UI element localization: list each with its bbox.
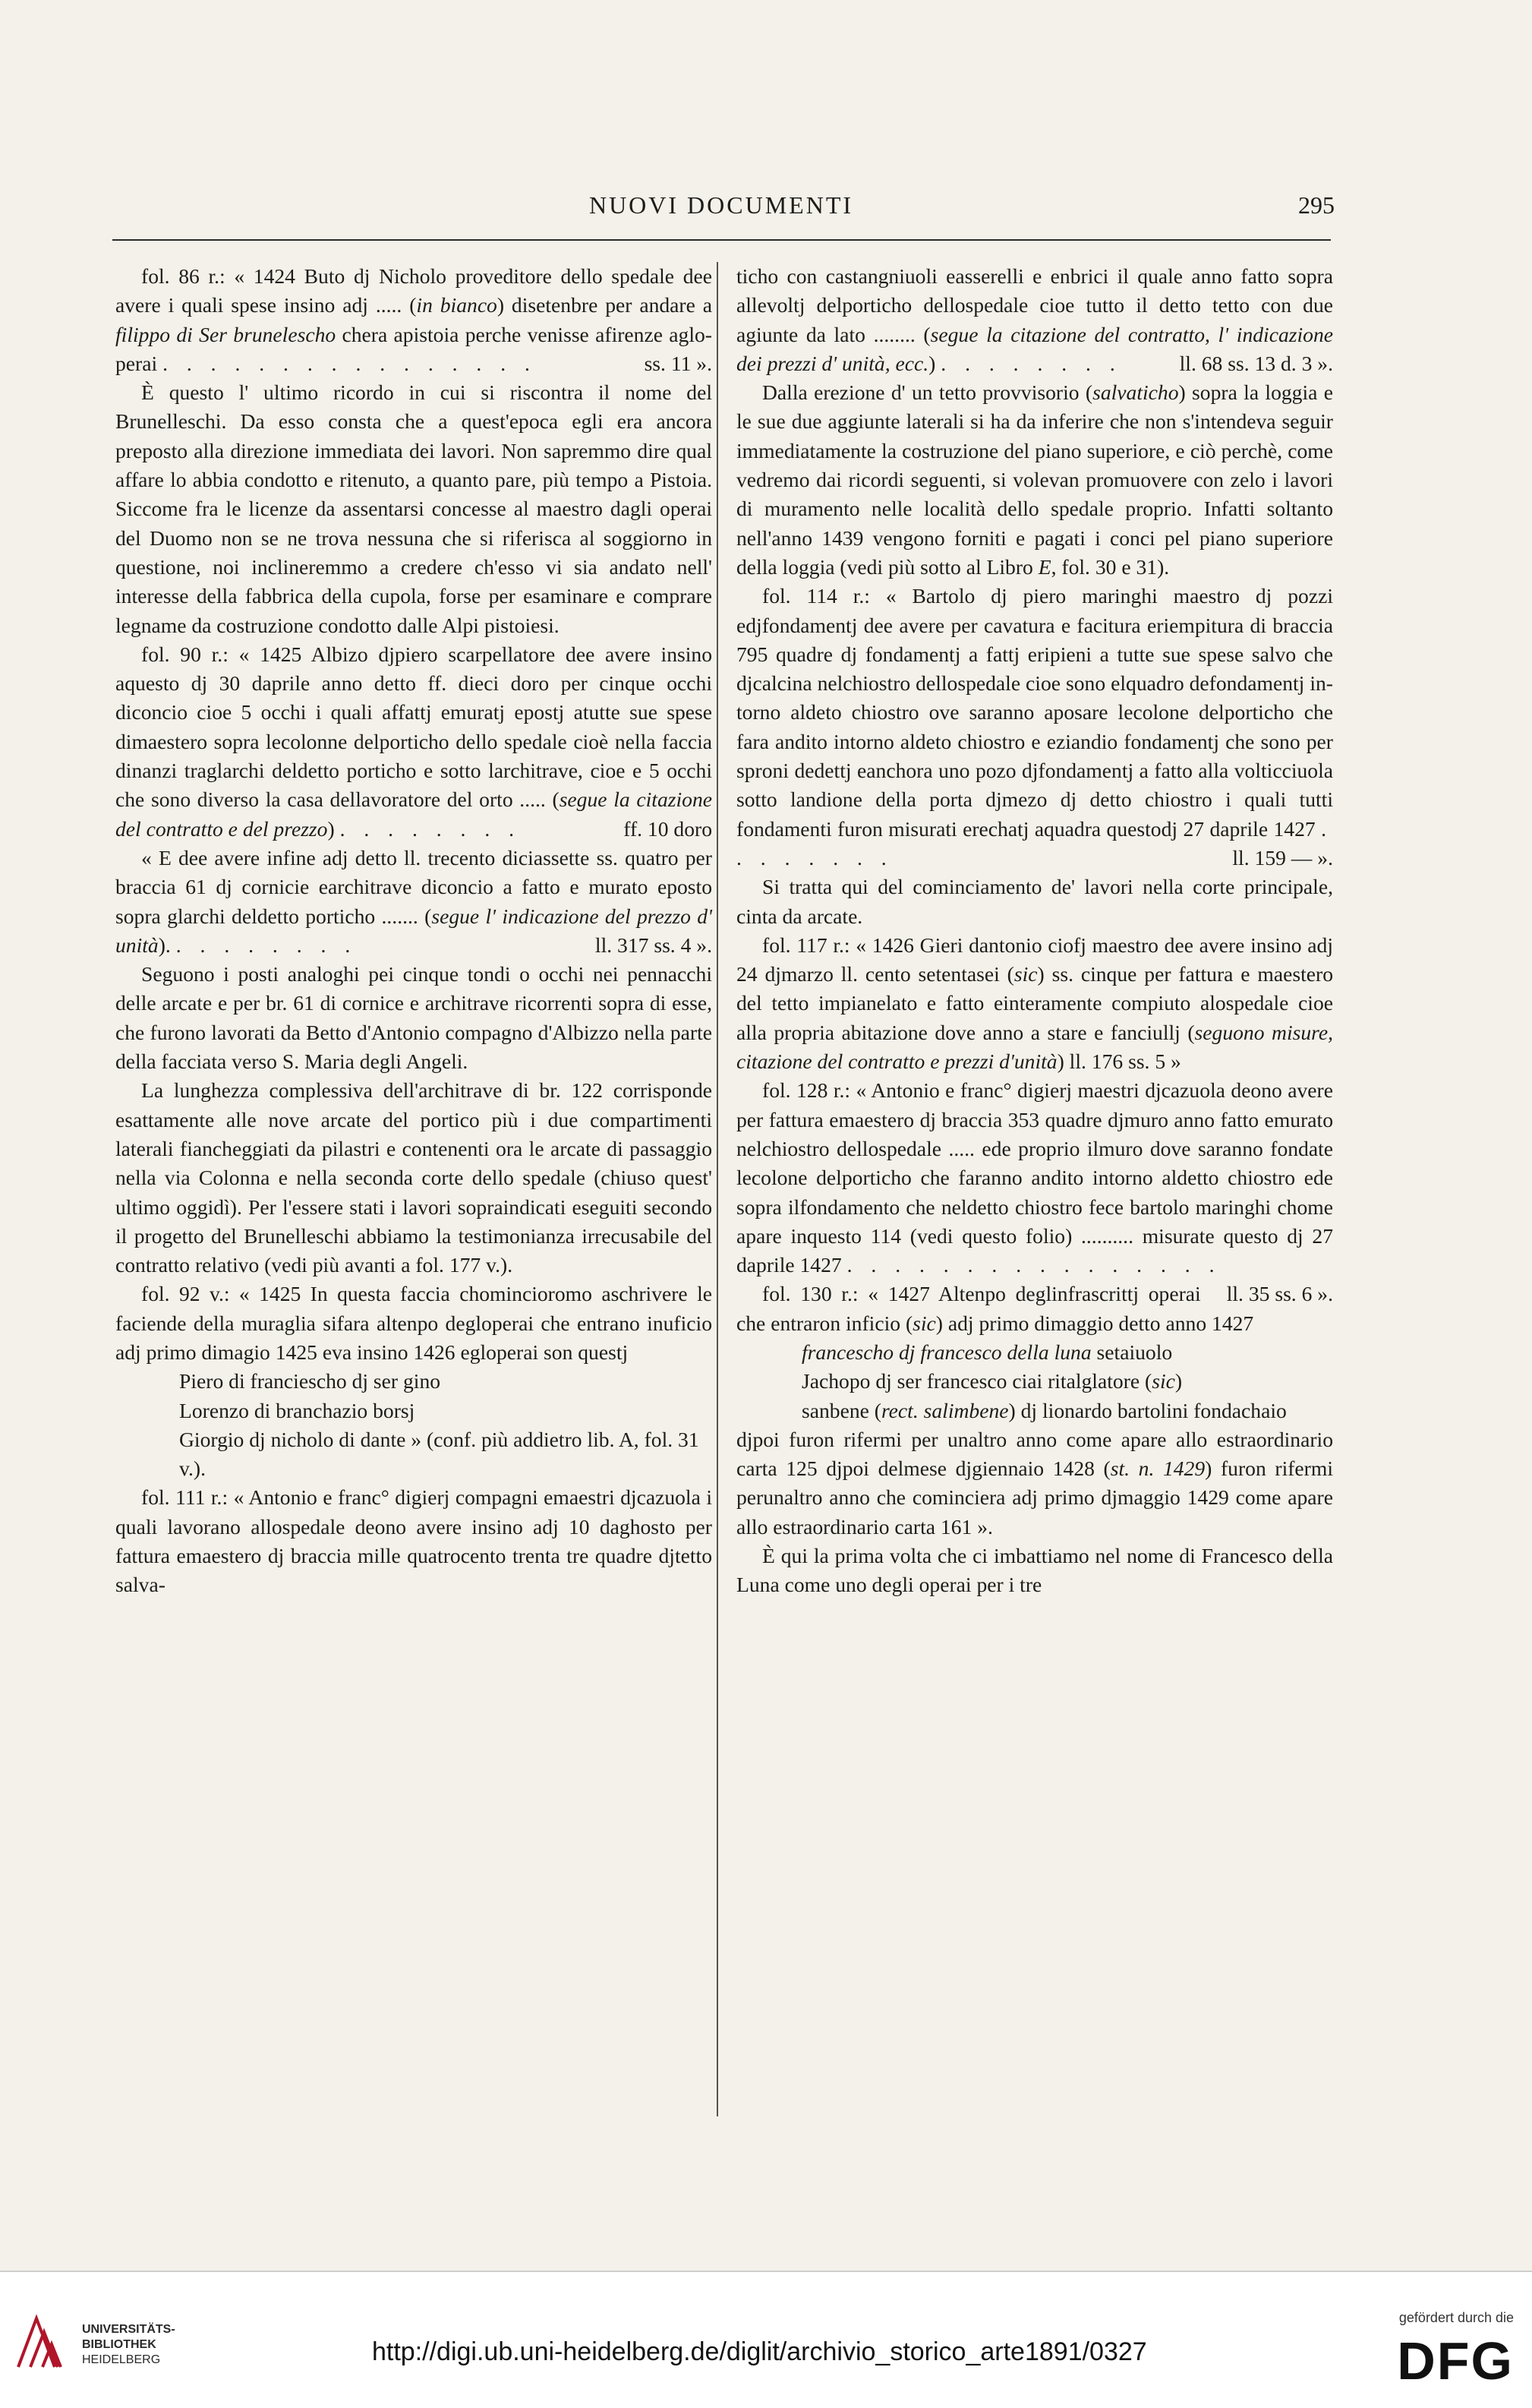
footer-rule [0, 2271, 1532, 2272]
list-item: Giorgio dj nicholo di dante » (conf. più addietro lib. A, fol. 31 v.). [179, 1427, 699, 1481]
paragraph: Dalla erezione d' un tetto provvisorio (salvaticho) sopra la loggia e le sue due aggiunte laterali si ha da inferire che non s'intendeva seguir immediatamente la costruzione del piano superiore, e ciò perchè, come vedremo dai ricordi seguenti, si volevan promuovere con zelo i lavori di muramento nelle località dello spedale proprio. Infatti soltanto nell'anno 1439 vengono forniti e pagati i conci pel piano superiore della loggia (vedi più sotto al Libro E, fol. 30 e 31). [736, 380, 1333, 579]
list-item: Piero di franciescho dj ser gino [179, 1369, 441, 1393]
paragraph: È questo l' ultimo ricordo in cui si riscontra il nome del Brunelleschi. Da esso consta che a quest'epoca egli era ancora preposto alla direzione immediata dei lavori. Non sapremmo dire qual affare lo abbia condotto e ritenuto, a quanto pare, più tempo a Pistoia. Siccome fra le licenze da assentarsi concesse al maestro dagli operai del Duomo non se ne trova nessuna che si riferisca al soggiorno in questione, noi inclineremmo a credere ch'esso vi sia andato nell' interesse della fabbrica della cupola, forse per esaminare e comprare legname da costruzione condotto dalle Alpi pistoiesi. [115, 380, 712, 637]
paragraph: djpoi furon rifermi per unaltro anno come apare allo estraordinario carta 125 djpoi delmese djgiennaio 1428 (st. n. 1429) furon rifermi perunaltro anno che cominciera adj primo djmaggio 1429 come apare allo estraordinario carta 161 ». [736, 1427, 1333, 1539]
header-rule [112, 239, 1331, 241]
paragraph: fol. 130 r.: « 1427 Altenpo deglinfrascrittj operai che entraron inficio (sic) adj primo dimaggio detto anno 1427 [736, 1282, 1254, 1335]
left-column [115, 262, 712, 1600]
library-logo-icon [14, 2312, 71, 2373]
dfg-logo: DFG [1397, 2331, 1514, 2391]
paragraph: Si tratta qui del cominciamento de' lavori nella corte principale, cinta da arcate. [736, 875, 1333, 928]
list-item: sanbene (rect. salimbene) dj lionardo bartolini fondachaio [802, 1398, 1287, 1422]
paragraph: fol. 114 r.: « Bartolo dj piero maringhi maestro dj pozzi edjfondamentj dee avere per cavatura e facitura eriempitura di braccia 795 quadre dj fondamentj a fattj eripieni a tutte sue spese salvo che djcalcina nelchiostro dellospedale cioe sono elquadro defondamentj intorno aldeto chiostro ove saranno aposare lecolone delporticho che fara andito intorno aldeto chiostro e eziandio fondamentj che sono per sproni dedettj eanchora uno pozo djfondamentj a fatto alla volticciuola sotto landione della porta djmezo dj detto chiostro i quali tutti fondamenti furon misurati erechatj aquadra questodj 27 daprile 1427 . . . . . . . . ll. 159 — ». [736, 584, 1333, 869]
paragraph: fol. 117 r.: « 1426 Gieri dantonio ciofj maestro dee avere insino adj 24 djmarzo ll. cento setentasei (sic) ss. cinque per fattura e maestero del tetto impianelato e fatto einteramente compiuto alospedale cioe alla propria abitazione dove anno a stare e fanciullj (seguono misure, citazione del contratto e prezzi d'unità) ll. 176 ss. 5 » [736, 933, 1334, 1074]
list-item: Lorenzo di branchazio borsj [179, 1398, 415, 1422]
library-name: UNIVERSITÄTS- BIBLIOTHEK HEIDELBERG [82, 2323, 175, 2366]
list-item: Jachopo dj ser francesco ciai ritalglatore (sic) [802, 1369, 1183, 1393]
source-url-link[interactable]: http://digi.ub.uni-heidelberg.de/diglit/archivio_storico_arte1891/0327 [372, 2337, 1147, 2366]
column-divider [717, 262, 718, 2116]
paragraph: « E dee avere infine adj detto ll. trecento diciassette ss. quatro per braccia 61 dj cornicie earchitrave diconcio a fatto e murato eposto sopra glarchi deldetto porticho ....... (segue l' indicazione del prezzo d' unità). . . . . . . . . ll. 317 ss. 4 ». [115, 845, 712, 957]
paragraph: fol. 128 r.: « Antonio e franc° digierj maestri djcazuola deono avere per fattura emaestero dj braccia 353 quadre djmuro anno fatto emurato nelchiostro dellospedale ..... ede proprio ilmuro dove saranno fondate lecolone delporticho che faranno andito intorno aldetto chiostro ede sopra ilfondamento che neldetto chiostro fece bartolo maringhi chome apare inquesto 114 (vedi questo folio) .......... misurate questo dj 27 daprile 1427 . . . . . . . . . . . . . . . . ll. 35 ss. 6 ». [736, 1078, 1333, 1306]
paragraph: È qui la prima volta che ci imbattiamo nel nome di Francesco della Luna come uno degli operai per i tre [736, 1544, 1333, 1597]
footer-bar [0, 2271, 1532, 2408]
paragraph: fol. 92 v.: « 1425 In questa faccia chomincioromo aschrivere le faciende della muraglia sifara altenpo degloperai che entrano inuficio adj primo dimagio 1425 eva insino 1426 egloperai son questj [115, 1282, 712, 1364]
paragraph: La lunghezza complessiva dell'architrave di br. 122 corrisponde esattamente alle nove arcate del portico più i due compartimenti laterali fiancheggiati da pilastri e contenenti ora le arcate di passaggio nella via Colonna e nella seconda corte dello spedale (chiuso quest' ultimo oggidì). Per l'essere stati i lavori sopraindicati eseguiti secondo il progetto del Brunelleschi abbiamo la testimonianza irrecusabile del contratto relativo (vedi più avanti a fol. 177 v.). [115, 1078, 712, 1277]
funding-note: gefördert durch die [1398, 2310, 1514, 2325]
paragraph: fol. 111 r.: « Antonio e franc° digierj compagni emaestri djcazuola i quali lavorano allospedale deono avere insino adj 10 daghosto per fattura emaestero dj braccia mille quatrocento trenta tre quadre djtetto salva- [115, 1485, 712, 1597]
paragraph: ticho con castangniuoli easserelli e enbrici il quale anno fatto sopra allevoltj delporticho dellospedale cioe tutto il detto tetto con due agiunte da lato ........ (segue la citazione del contratto, l' indicazione dei prezzi d' unità, ecc.) . . . . . . . . ll. 68 ss. 13 d. 3 ». [736, 264, 1333, 375]
page-number: 295 [1298, 191, 1335, 219]
paragraph: fol. 90 r.: « 1425 Albizo djpiero scarpellatore dee avere insino aquesto dj 30 daprile anno detto ff. dieci doro per cinque occhi diconcio cioe 5 occhi i quali affattj emuratj epostj atutte sue spese dimaestero sopra lecolonne delporticho dello spedale cioè nella faccia dinanzi traglarchi deldetto porticho e sotto larchitrave, cioe e 5 occhi che sono diverso la casa dellavoratore del orto ..... (segue la citazione del contratto e del prezzo) . . . . . . . . ff. 10 doro [115, 642, 712, 841]
list-item: francescho dj francesco della luna setaiuolo [802, 1340, 1173, 1364]
running-title: NUOVI DOCUMENTI [588, 191, 854, 219]
paragraph: Seguono i posti analoghi pei cinque tondi o occhi nei pennacchi delle arcate e per br. 61 di cornice e architrave ricorrenti sopra di esse, che furono lavorati da Betto d'Antonio compagno d'Albizzo nella parte della facciata verso S. Maria degli Angeli. [115, 962, 712, 1074]
paragraph: fol. 86 r.: « 1424 Buto dj Nicholo proveditore dello spedale dee avere i quali spese insino adj ..... (in bianco) disetenbre per andare a filippo di Ser brunelescho chera apistoia perche venisse afirenze agloperai . . . . . . . . . . . . . . . . ss. 11 ». [115, 264, 712, 375]
right-column [736, 262, 1333, 1600]
